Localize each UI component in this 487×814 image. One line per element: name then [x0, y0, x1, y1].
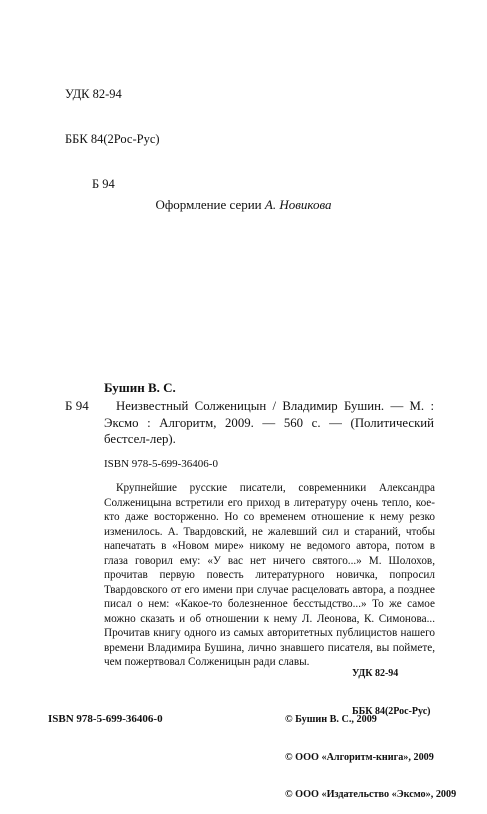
copyright-line: © ООО «Алгоритм-книга», 2009 — [285, 751, 434, 763]
copyright-line: © ООО «Издательство «Эксмо», 2009 — [285, 789, 457, 800]
annotation-text: Крупнейшие русские писатели, современники Александра Солженицына встретили его приход в литературу очень тепло, кое-кто даже восторженно. Но со временем отношение к нему резко изменилось. А. Твардовский, не жалевший сил и стараний, чтобы напечатать в «Новом мире» никому не ведомого автора, потом в глаза говорил ему: «У вас нет ничего святого...» М. Шолохов, прочитав первую повесть литературного новичка, попросил Твардовского от его имени при случае расцеловать автора, а позднее писал о нем: «Какое-то болезненное бесстыдство...» То же самое можно сказать и об отношении к нему Л. Леонова, К. Симонова... Прочитав книгу одного из самых авторитетных публицистов нашего времени Владимира Бушина, лично знавшего писателя, вы поймете, чем пожертвовал Солженицын ради славы. — [104, 482, 435, 668]
bibliographic-record — [104, 398, 434, 448]
series-designer-name: А. Новикова — [264, 197, 332, 212]
bbk-code: ББК 84(2Рос-Рус) — [65, 132, 160, 146]
series-design-label: Оформление серии — [155, 197, 262, 212]
bibliographic-index: Б 94 — [65, 398, 89, 413]
copyright-line: © Бушин В. С., 2009 — [285, 714, 377, 725]
author-index: Б 94 — [92, 177, 115, 191]
udk-code-bottom: УДК 82-94 — [352, 668, 399, 679]
author-heading: Бушин В. С. — [104, 380, 176, 395]
classification-block-top — [65, 57, 160, 207]
bibliographic-record-text: Неизвестный Солженицын / Владимир Бушин. — М. : Эксмо : Алгоритм, 2009. — 560 с. — (Политический бестсел-лер). — [104, 399, 434, 446]
udk-code: УДК 82-94 — [65, 87, 122, 101]
annotation — [104, 481, 435, 670]
copyright-notices — [285, 689, 456, 814]
bbk-code-bottom: ББК 84(2Рос-Рус) — [352, 705, 431, 717]
isbn-bottom: ISBN 978-5-699-36406-0 — [48, 713, 163, 725]
isbn-inline: ISBN 978-5-699-36406-0 — [104, 458, 218, 470]
series-design-credit — [0, 197, 487, 213]
